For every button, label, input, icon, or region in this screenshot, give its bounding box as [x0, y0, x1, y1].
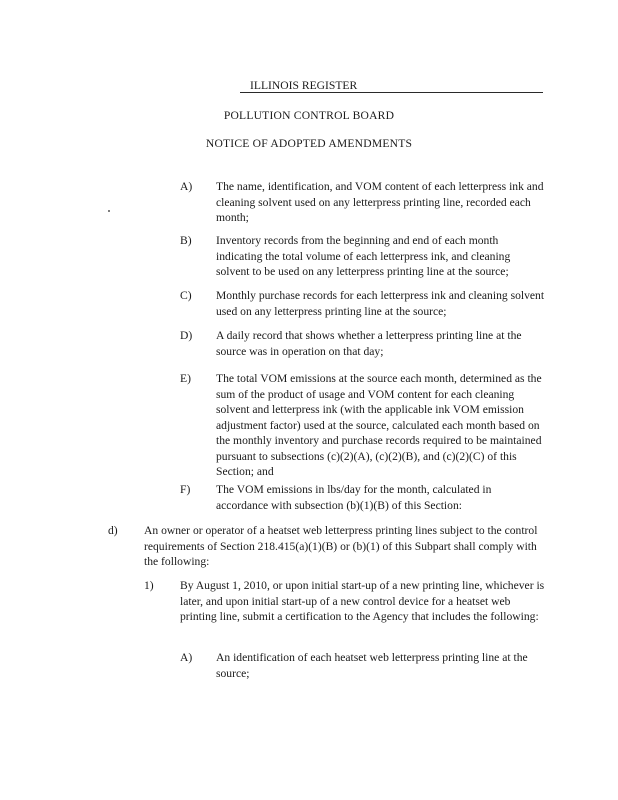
item-label-e: E) [180, 372, 191, 385]
item-label-b: B) [180, 234, 192, 247]
section-d-label: d) [108, 524, 118, 537]
item-text-c: Monthly purchase records for each letterpress ink and cleaning solvent used on any letterpress printing line at the source; [216, 289, 545, 318]
item-text-d: A daily record that shows whether a letterpress printing line at the source was in operation on that day; [216, 329, 522, 358]
item-1-label: 1) [144, 579, 154, 592]
item-text-a: The name, identification, and VOM content of each letterpress ink and cleaning solvent used on any letterpress printing line, recorded each month; [216, 180, 544, 224]
item-1-text: By August 1, 2010, or upon initial start-up of a new printing line, whichever is later, and upon initial start-up of a new control device for a heatset web printing line, submit a certification to the Agency that includes the following: [180, 579, 545, 623]
section-d-text: An owner or operator of a heatset web letterpress printing lines subject to the control requirements of Section 218.415(a)(1)(B) or (b)(1) of this Subpart shall comply with the following: [144, 524, 538, 568]
item-label-f: F) [180, 483, 191, 496]
item-1a-label: A) [180, 651, 193, 664]
item-1a-text: An identification of each heatset web letterpress printing line at the source; [216, 651, 528, 680]
item-text-e: The total VOM emissions at the source each month, determined as the sum of the product of usage and VOM content for each cleaning solvent and letterpress ink (with the applicable ink VOM emission adjustment factor) used at the source, calculated each month based on the monthly inventory and purchase records required to be maintained pursuant to subsections (c)(2)(A), (c)(2)(B), and (c)(2)(C) of this Section; and [216, 372, 542, 478]
scan-speck [108, 210, 110, 212]
notice-title: NOTICE OF ADOPTED AMENDMENTS [205, 137, 413, 150]
item-text-b: Inventory records from the beginning and end of each month indicating the total volume of each letterpress ink, and cleaning solvent to be used on any letterpress printing line at the source; [216, 234, 511, 278]
item-label-c: C) [180, 289, 192, 302]
board-title: POLLUTION CONTROL BOARD [223, 109, 395, 122]
item-label-d: D) [180, 329, 193, 342]
item-text-f: The VOM emissions in lbs/day for the month, calculated in accordance with subsection (b)(1)(B) of this Section: [216, 483, 492, 512]
item-label-a: A) [180, 180, 193, 193]
register-title: ILLINOIS REGISTER [250, 79, 358, 92]
